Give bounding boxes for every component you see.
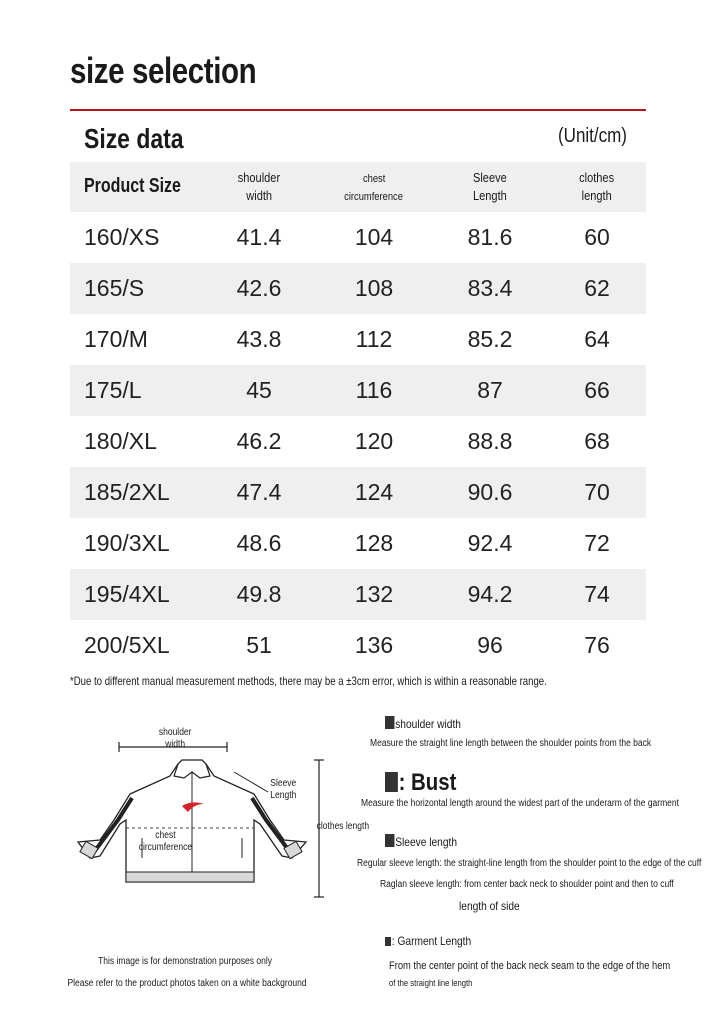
cell-size: 160/XS xyxy=(84,224,160,250)
cell-shoulder: 49.8 xyxy=(236,581,282,607)
table-row xyxy=(70,569,646,620)
table-row xyxy=(70,263,646,314)
sleeve-length-label: Sleeve Length xyxy=(270,778,297,801)
cell-size: 190/3XL xyxy=(84,530,170,556)
box-icon xyxy=(385,834,394,847)
sleeve-length-heading: Sleeve length xyxy=(385,834,457,849)
cell-length: 76 xyxy=(584,632,610,658)
cell-sleeve: 83.4 xyxy=(467,275,513,301)
cell-size: 170/M xyxy=(84,326,148,352)
table-row xyxy=(70,416,646,467)
cell-shoulder: 42.6 xyxy=(236,275,282,301)
cell-chest: 120 xyxy=(354,428,394,454)
cell-sleeve: 90.6 xyxy=(467,479,513,505)
box-icon xyxy=(385,716,394,729)
cell-shoulder: 45 xyxy=(246,377,272,403)
table-header-row xyxy=(70,162,646,212)
cell-chest: 112 xyxy=(355,326,393,352)
table-row xyxy=(70,365,646,416)
cell-shoulder: 47.4 xyxy=(236,479,282,505)
bust-heading: : Bust xyxy=(385,769,456,797)
page-title: size selection xyxy=(70,50,257,91)
garment-desc-2: of the straight line length xyxy=(389,978,473,988)
cell-chest: 104 xyxy=(354,224,394,250)
cell-sleeve: 94.2 xyxy=(467,581,513,607)
cell-shoulder: 48.6 xyxy=(236,530,282,556)
title-divider xyxy=(70,109,646,111)
sleeve-desc-regular: Regular sleeve length: the straight-line length from the shoulder point to the edge of the cuff xyxy=(357,858,702,869)
shoulder-width-desc: Measure the straight line length between the shoulder points from the back xyxy=(370,738,652,749)
table-row xyxy=(70,212,646,263)
header-sleeve-length: Sleeve Length xyxy=(473,170,507,203)
garment-length-heading: : Garment Length xyxy=(385,934,471,948)
cell-sleeve: 87 xyxy=(477,377,503,403)
cell-shoulder: 51 xyxy=(246,632,272,658)
size-data-title: Size data xyxy=(84,123,184,154)
cell-size: 165/S xyxy=(84,275,145,301)
shoulder-width-heading: shoulder width xyxy=(385,716,461,731)
header-product-size: Product Size xyxy=(84,174,181,197)
cell-length: 66 xyxy=(584,377,610,403)
cell-shoulder: 46.2 xyxy=(236,428,282,454)
cell-shoulder: 43.8 xyxy=(236,326,282,352)
table-row xyxy=(70,518,646,569)
header-shoulder-width: shoulder width xyxy=(237,170,281,203)
box-icon xyxy=(385,937,391,946)
cell-sleeve: 88.8 xyxy=(467,428,513,454)
sleeve-desc-raglan: Raglan sleeve length: from center back neck to shoulder point and then to cuff xyxy=(380,879,674,890)
garment-desc-1: From the center point of the back neck seam to the edge of the hem xyxy=(389,960,671,972)
cell-length: 74 xyxy=(584,581,610,607)
cell-size: 180/XL xyxy=(84,428,157,454)
cell-chest: 116 xyxy=(355,377,393,403)
cell-chest: 136 xyxy=(354,632,394,658)
box-icon xyxy=(385,772,398,792)
cell-sleeve: 92.4 xyxy=(467,530,513,556)
table-row xyxy=(70,467,646,518)
cell-chest: 124 xyxy=(354,479,394,505)
cell-size: 185/2XL xyxy=(84,479,170,505)
jacket-illustration xyxy=(70,720,370,920)
sleeve-desc-side: length of side xyxy=(459,899,520,913)
header-chest-circumference: chest circumference xyxy=(344,173,404,203)
cell-length: 70 xyxy=(584,479,610,505)
cell-length: 64 xyxy=(584,326,610,352)
cell-sleeve: 96 xyxy=(477,632,503,658)
cell-size: 195/4XL xyxy=(84,581,170,607)
shoulder-width-label: shoulder width xyxy=(158,727,192,750)
cell-length: 68 xyxy=(584,428,610,454)
cell-sleeve: 85.2 xyxy=(467,326,513,352)
photo-caption: Please refer to the product photos taken on a white background xyxy=(67,978,307,989)
size-table xyxy=(70,162,646,671)
cell-shoulder: 41.4 xyxy=(236,224,282,250)
cell-size: 200/5XL xyxy=(84,632,170,658)
header-clothes-length: clothes length xyxy=(579,170,615,203)
demo-caption: This image is for demonstration purposes only xyxy=(98,956,272,967)
unit-label: (Unit/cm) xyxy=(558,125,627,147)
clothes-length-label: clothes length xyxy=(316,821,370,832)
table-row xyxy=(70,314,646,365)
cell-sleeve: 81.6 xyxy=(467,224,513,250)
cell-chest: 132 xyxy=(354,581,394,607)
cell-length: 60 xyxy=(584,224,610,250)
cell-size: 175/L xyxy=(84,377,142,403)
table-row xyxy=(70,620,646,671)
cell-chest: 108 xyxy=(354,275,394,301)
cell-chest: 128 xyxy=(354,530,394,556)
cell-length: 72 xyxy=(584,530,610,556)
cell-length: 62 xyxy=(584,275,610,301)
jacket-diagram xyxy=(70,720,370,920)
bust-desc: Measure the horizontal length around the widest part of the underarm of the garment xyxy=(361,798,680,809)
measurement-note: *Due to different manual measurement methods, there may be a ±3cm error, which is within a reasonable range. xyxy=(70,674,547,688)
chest-circumference-label: chest circumference xyxy=(138,830,193,853)
